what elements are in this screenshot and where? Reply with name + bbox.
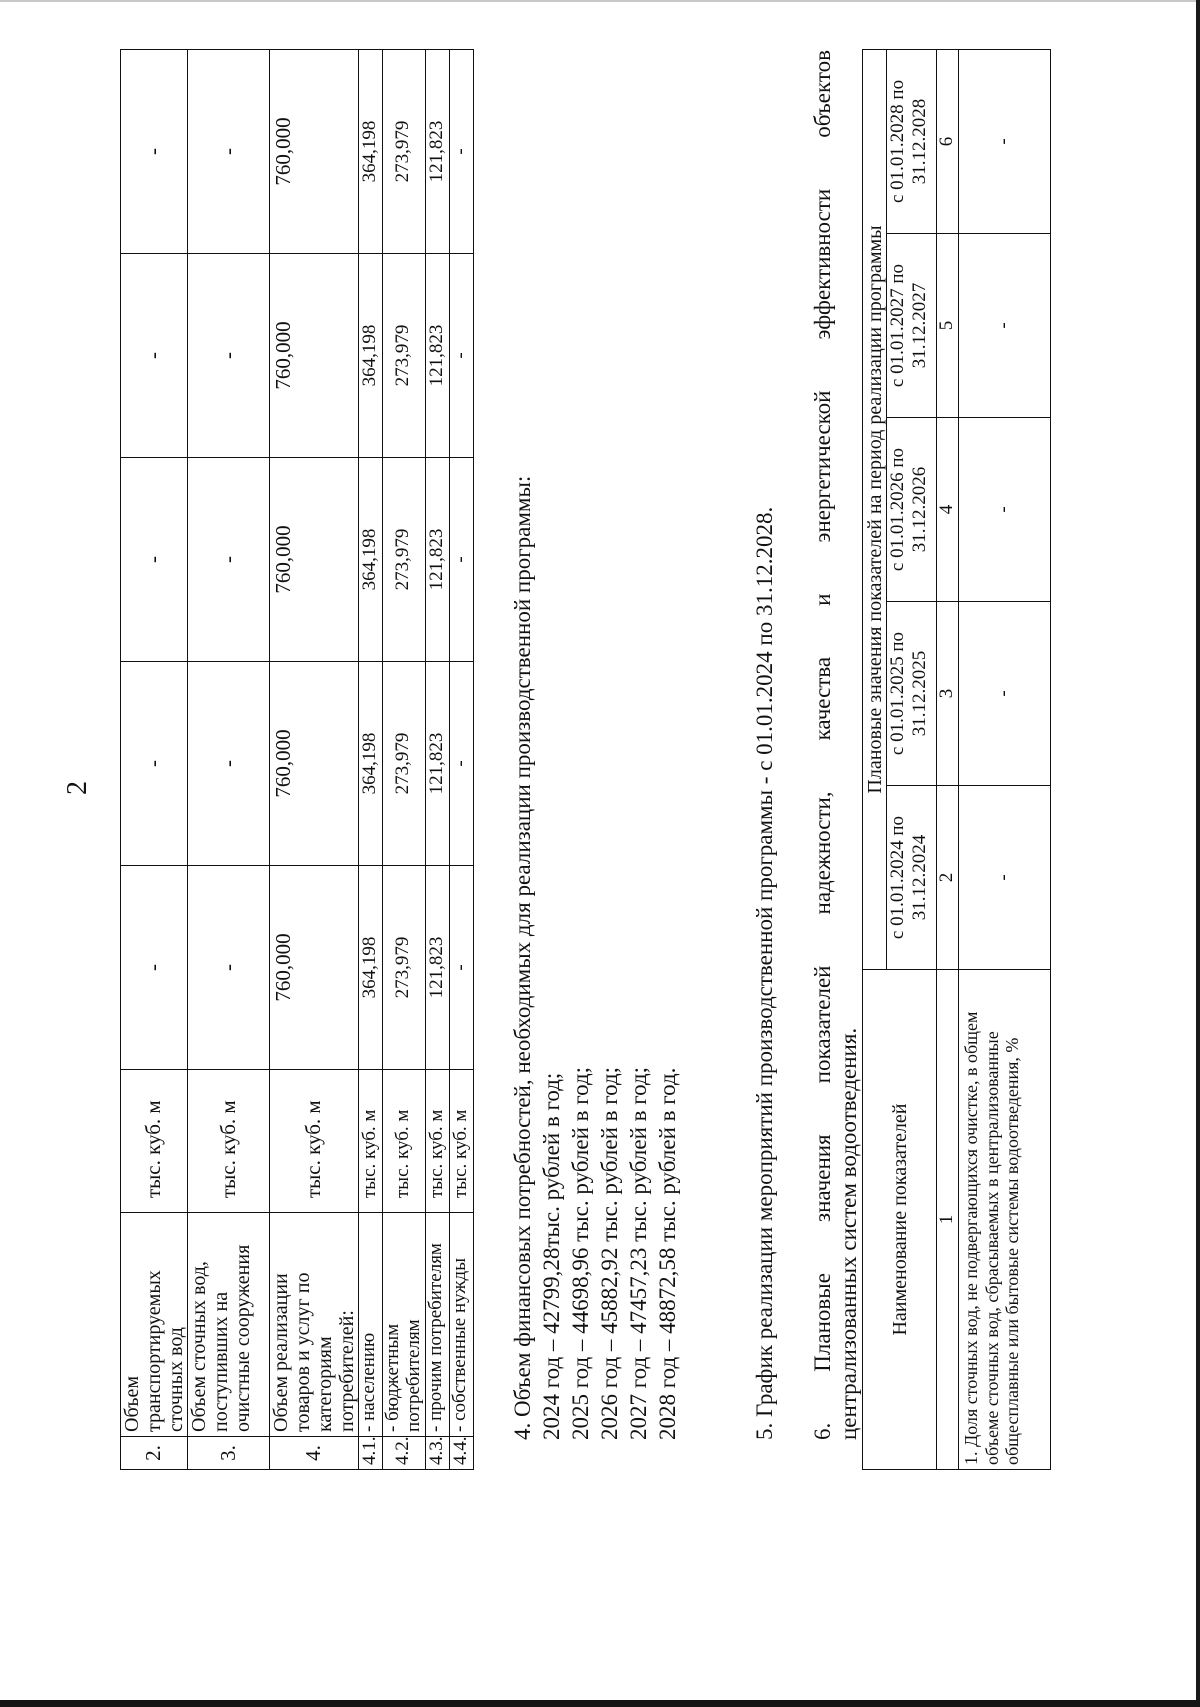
value-cell: - (188, 866, 270, 1070)
row-number: 4.3. (425, 1437, 449, 1470)
indicator-header: Наименование показателей (863, 970, 937, 1470)
value-cell: 760,000 (270, 50, 359, 254)
value-cell: 760,000 (270, 254, 359, 458)
financial-line: 2027 год – 47457,23 тыс. рублей в год; (626, 1066, 651, 1440)
heading-word: Плановые (810, 1273, 835, 1372)
value-cell: - (958, 602, 1050, 786)
period-header: с 01.01.2027 по 31.12.2027 (887, 234, 937, 418)
row-number: 4.2. (383, 1437, 426, 1470)
row-name: - населению (359, 1213, 383, 1437)
value-cell: - (958, 418, 1050, 602)
value-cell: 364,198 (359, 458, 383, 662)
planned-values-header: Плановые значения показателей на период реализации программы (863, 49, 887, 969)
table-row (425, 50, 449, 1470)
column-number: 1 (937, 970, 959, 1470)
heading-word: значения (810, 1134, 835, 1223)
value-cell: - (449, 458, 473, 662)
value-cell: 364,198 (359, 254, 383, 458)
value-cell: - (449, 866, 473, 1070)
value-cell: 273,979 (383, 458, 426, 662)
heading-word: и (810, 593, 835, 606)
column-number: 4 (937, 418, 959, 602)
row-name: Объем сточных вод, поступивших на очистные сооружения (188, 1213, 270, 1437)
value-cell: 121,823 (425, 866, 449, 1070)
value-cell: 121,823 (425, 662, 449, 866)
value-cell: 273,979 (383, 254, 426, 458)
row-unit: тыс. куб. м (188, 1070, 270, 1213)
value-cell: 760,000 (270, 866, 359, 1070)
heading-line-1 (810, 50, 836, 1440)
value-cell: 364,198 (359, 866, 383, 1070)
scan-edge-right (1196, 0, 1200, 1700)
row-name: Объем реализации товаров и услуг по категориям потребителей: (270, 1213, 359, 1437)
row-number: 2. (121, 1437, 188, 1470)
value-cell: - (449, 662, 473, 866)
financial-line: 2028 год – 48872,58 тыс. рублей в год. (655, 1067, 680, 1440)
table-row (383, 50, 426, 1470)
row-name: Объем транспортируемых сточных вод (121, 1213, 188, 1437)
value-cell: - (121, 662, 188, 866)
column-number-row (937, 49, 959, 1469)
value-cell: 364,198 (359, 662, 383, 866)
value-cell: - (188, 254, 270, 458)
table-row (188, 50, 270, 1470)
row-unit: тыс. куб. м (121, 1070, 188, 1213)
row-name: - бюджетным потребителям (383, 1213, 426, 1437)
period-header: с 01.01.2025 по 31.12.2025 (887, 602, 937, 786)
table-row (449, 50, 473, 1470)
period-header: с 01.01.2024 по 31.12.2024 (887, 786, 937, 970)
period-header: с 01.01.2028 по 31.12.2028 (887, 49, 937, 233)
value-cell: 121,823 (425, 254, 449, 458)
financial-line: 2026 год – 45882,92 тыс. рублей в год; (597, 1066, 622, 1440)
heading-line-2: централизованных систем водоотведения. (836, 1027, 861, 1440)
financial-line: 2025 год – 44698,96 тыс. рублей в год; (568, 1066, 593, 1440)
row-unit: тыс. куб. м (359, 1070, 383, 1213)
financial-line: 2024 год – 42799,28тыс. рублей в год; (539, 1072, 564, 1440)
value-cell: 273,979 (383, 50, 426, 254)
value-cell: - (958, 786, 1050, 970)
row-unit: тыс. куб. м (449, 1070, 473, 1213)
schedule-section: 5. График реализации мероприятий производственной программы - с 01.01.2024 по 31.12.2028. (752, 506, 777, 1440)
value-cell: - (958, 49, 1050, 233)
row-unit: тыс. куб. м (425, 1070, 449, 1213)
value-cell: 760,000 (270, 458, 359, 662)
value-cell: 364,198 (359, 50, 383, 254)
period-header: с 01.01.2026 по 31.12.2026 (887, 418, 937, 602)
table-row (359, 50, 383, 1470)
column-number: 3 (937, 602, 959, 786)
table-row (121, 50, 188, 1470)
value-cell: - (121, 866, 188, 1070)
value-cell: - (121, 50, 188, 254)
column-number: 2 (937, 786, 959, 970)
value-cell: - (188, 662, 270, 866)
value-cell: - (449, 254, 473, 458)
row-name: - прочим потребителям (425, 1213, 449, 1437)
value-cell: 121,823 (425, 458, 449, 662)
indicator-name: 1. Доля сточных вод, не подвергающихся очистке, в общем объеме сточных вод, сбрасываемых в централизованные общесплавные или бытовые системы водоотведения, % (958, 970, 1050, 1470)
row-number: 4. (270, 1437, 359, 1470)
table-header-row (863, 49, 887, 1469)
value-cell: - (449, 50, 473, 254)
row-number: 4.4. (449, 1437, 473, 1470)
value-cell: 121,823 (425, 50, 449, 254)
value-cell: 273,979 (383, 662, 426, 866)
scan-edge-bottom (0, 1700, 1200, 1707)
row-unit: тыс. куб. м (270, 1070, 359, 1213)
row-unit: тыс. куб. м (383, 1070, 426, 1213)
table-row (958, 49, 1050, 1469)
row-name: - собственные нужды (449, 1213, 473, 1437)
row-number: 4.1. (359, 1437, 383, 1470)
page-number: 2 (62, 781, 93, 795)
heading-word: эффективности (810, 188, 835, 340)
heading-word: энергетической (810, 390, 835, 543)
heading-word: качества (810, 656, 835, 741)
column-number: 5 (937, 234, 959, 418)
indicators-section-heading (810, 50, 862, 1440)
section-title: 4. Объем финансовых потребностей, необходимых для реализации производственной программы: (510, 475, 535, 1440)
value-cell: - (121, 254, 188, 458)
value-cell: 273,979 (383, 866, 426, 1070)
value-cell: 760,000 (270, 662, 359, 866)
heading-word: объектов (810, 50, 835, 138)
value-cell: - (188, 458, 270, 662)
heading-word: показателей (810, 965, 835, 1084)
heading-word: 6. (810, 1422, 835, 1440)
value-cell: - (188, 50, 270, 254)
value-cell: - (121, 458, 188, 662)
indicators-table (862, 49, 1051, 1470)
table-row (270, 50, 359, 1470)
row-number: 3. (188, 1437, 270, 1470)
column-number: 6 (937, 49, 959, 233)
production-volume-table (120, 49, 474, 1470)
financial-needs-section (508, 476, 682, 1440)
value-cell: - (958, 234, 1050, 418)
heading-word: надежности, (810, 791, 835, 915)
